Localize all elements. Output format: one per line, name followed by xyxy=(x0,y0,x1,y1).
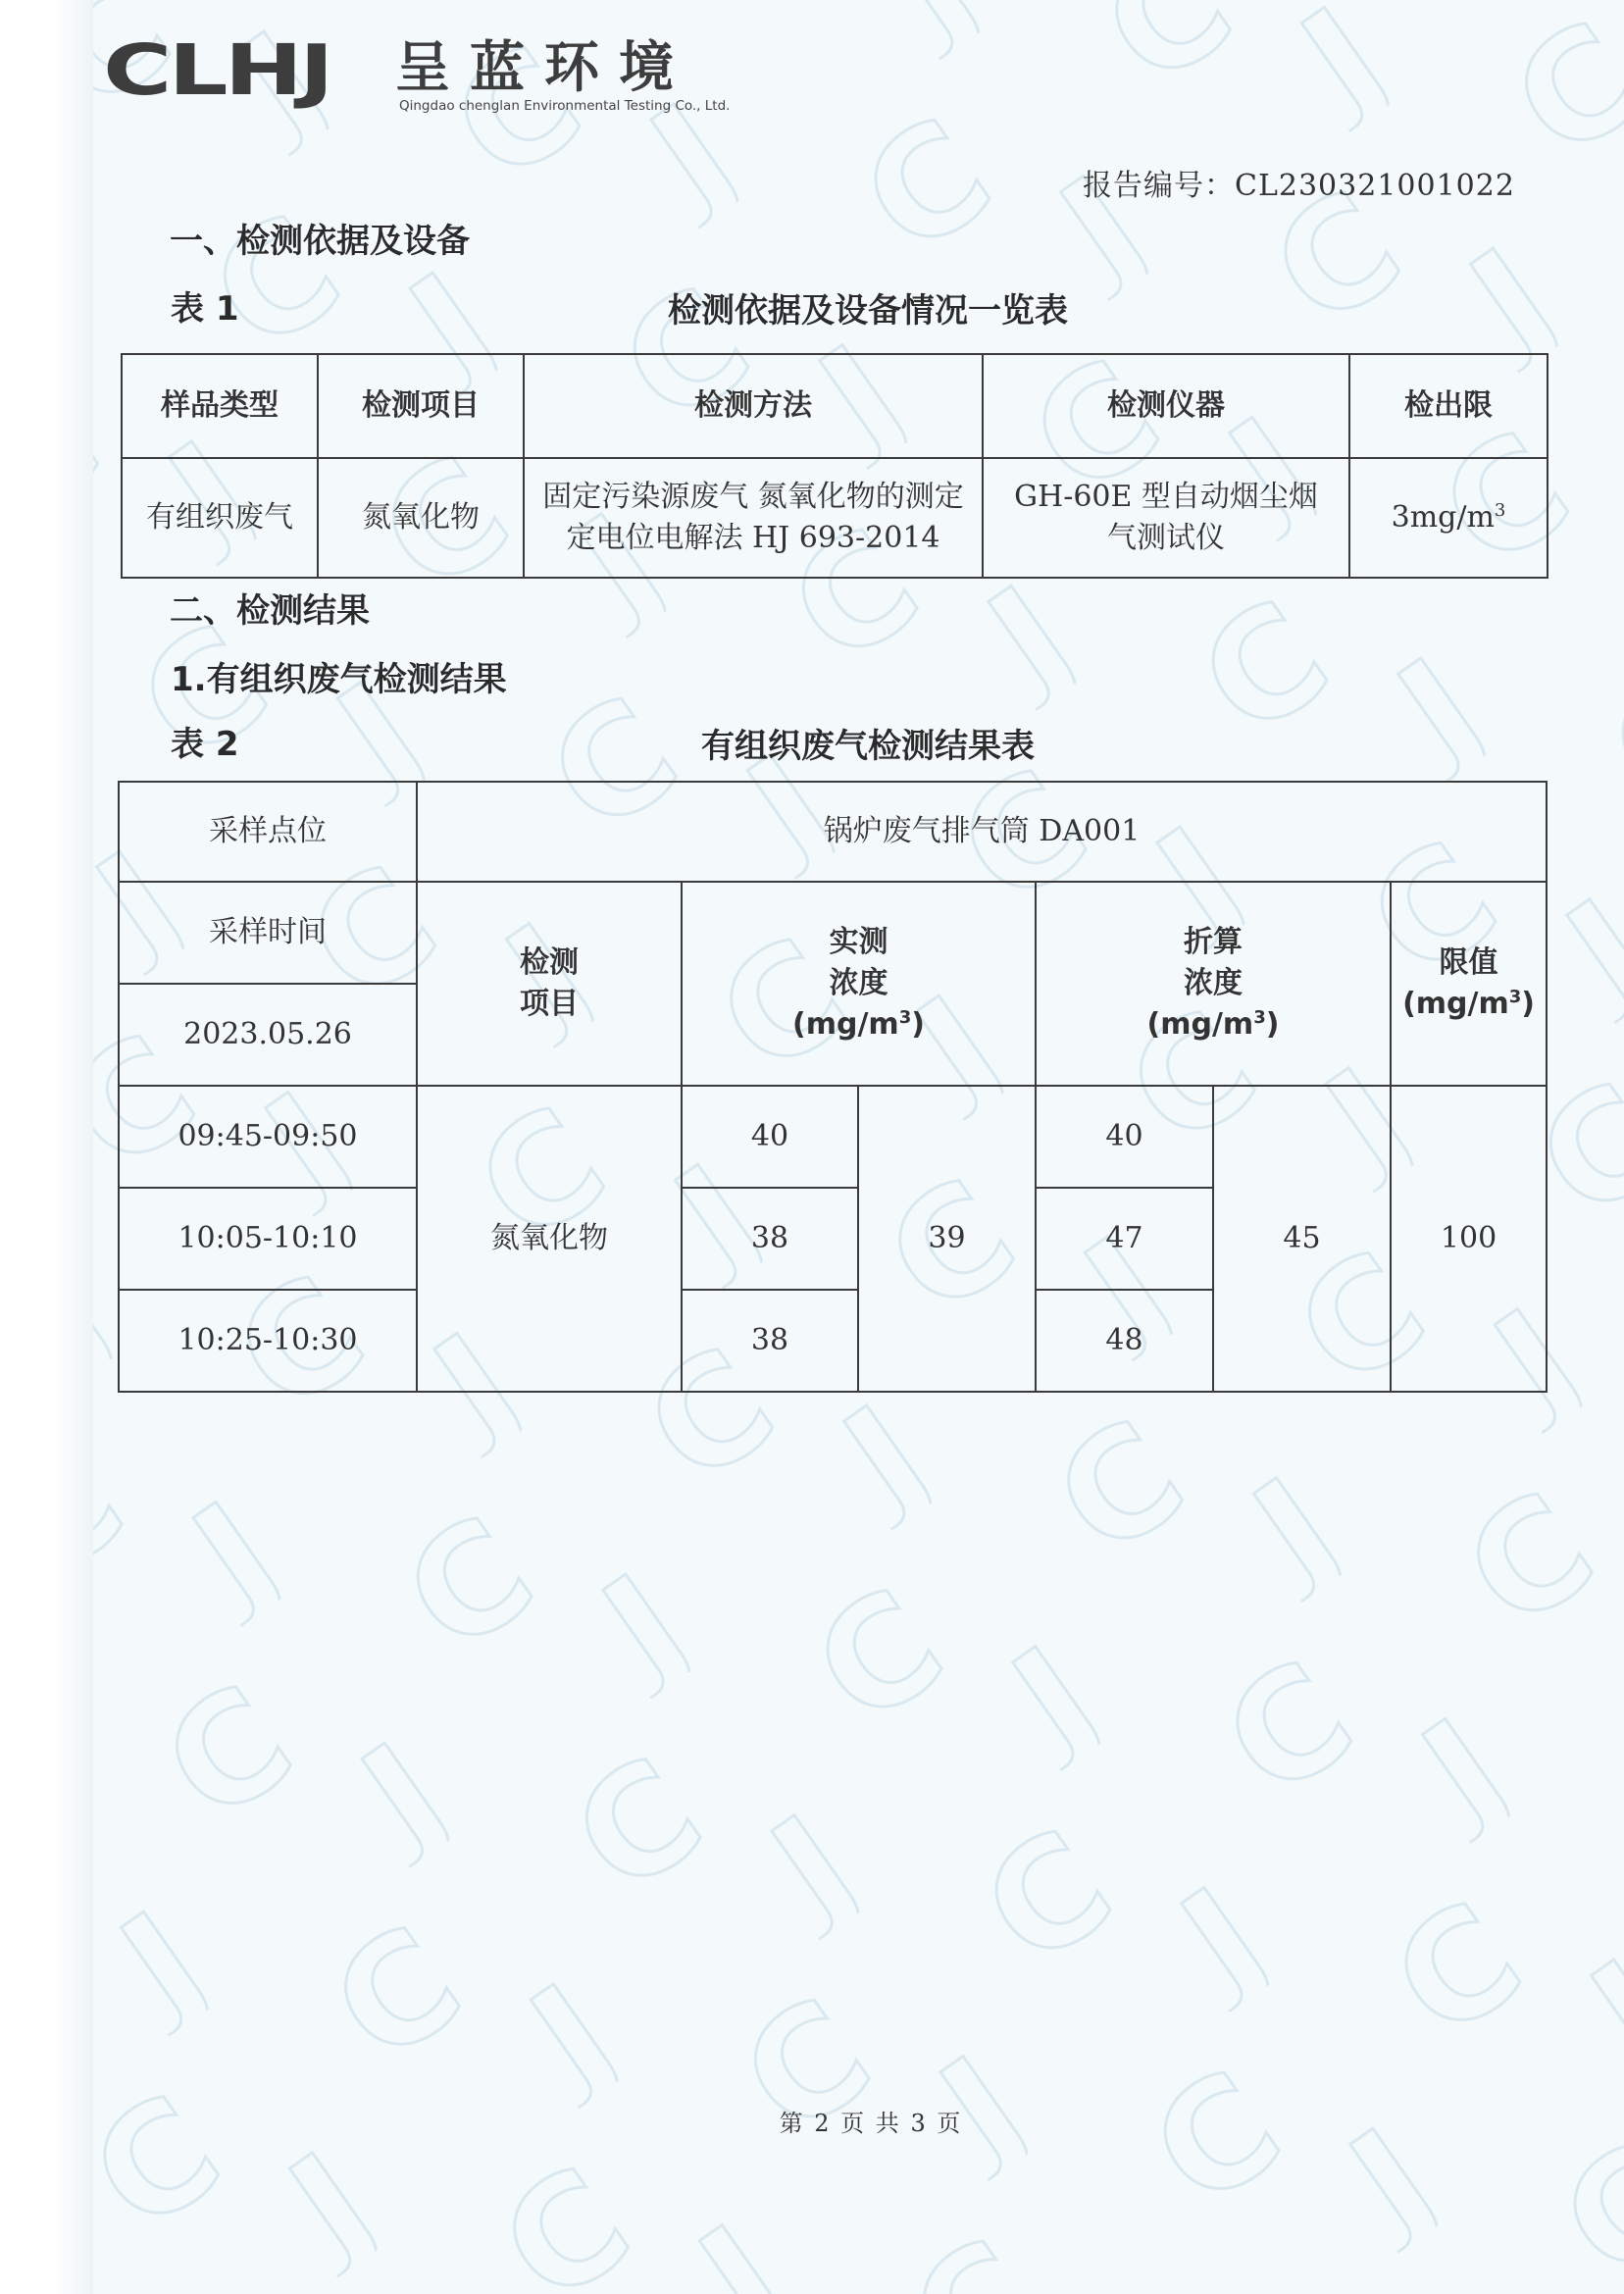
section2-heading: 二、检测结果 xyxy=(170,591,370,631)
page-number: 第 2 页 共 3 页 xyxy=(779,2110,963,2137)
converted-conc-unit xyxy=(1042,1004,1384,1045)
report-number: 报告编号：CL230321001022 xyxy=(1083,169,1515,203)
logo-english-name: Qingdao chenglan Environmental Testing Co., Ltd. xyxy=(399,98,731,114)
emission-results-table xyxy=(118,781,1548,1393)
cell-measured: 38 xyxy=(682,1290,858,1392)
col-detection-limit: 检出限 xyxy=(1349,354,1548,458)
label-measured-conc xyxy=(682,882,1036,1086)
measured-unit-sup: 3 xyxy=(898,1007,912,1028)
cell-test-method: 固定污染源废气 氮氧化物的测定 定电位电解法 HJ 693-2014 xyxy=(524,458,983,578)
measured-unit-close: ) xyxy=(911,1007,925,1042)
cell-converted: 47 xyxy=(1036,1188,1213,1290)
cell-time: 10:25-10:30 xyxy=(119,1290,417,1392)
table2-header-row xyxy=(119,882,1547,984)
table1-title: 检测依据及设备情况一览表 xyxy=(668,291,1068,331)
measured-conc-text: 实测浓度 xyxy=(829,925,888,1000)
converted-unit-close: ) xyxy=(1265,1007,1280,1042)
value-sampling-date: 2023.05.26 xyxy=(119,984,417,1086)
table2-label: 表 2 xyxy=(171,725,239,764)
limit-text: 限值 xyxy=(1439,945,1498,980)
measured-conc-unit xyxy=(688,1004,1029,1045)
cell-converted: 48 xyxy=(1036,1290,1213,1392)
label-converted-conc xyxy=(1036,882,1391,1086)
limit-unit-text: (mg/m xyxy=(1402,987,1509,1021)
logo-chinese-name: 呈蓝环境 xyxy=(395,36,693,100)
cell-test-item: 氮氧化物 xyxy=(318,458,524,578)
cell-sample-type: 有组织废气 xyxy=(122,458,318,578)
converted-unit-sup: 3 xyxy=(1253,1007,1266,1028)
table2-location-row xyxy=(119,782,1547,882)
section1-heading: 一、检测依据及设备 xyxy=(170,222,470,261)
cell-limit: 100 xyxy=(1391,1086,1547,1392)
basis-equipment-table xyxy=(121,353,1548,579)
section2-subheading: 1.有组织废气检测结果 xyxy=(171,660,507,699)
label-sampling-location: 采样点位 xyxy=(119,782,417,882)
detection-limit-value: 3mg/m xyxy=(1391,500,1495,535)
limit-unit xyxy=(1397,984,1540,1025)
cell-measured: 40 xyxy=(682,1086,858,1188)
converted-conc-text: 折算浓度 xyxy=(1184,925,1243,1000)
cell-item: 氮氧化物 xyxy=(417,1086,682,1392)
logo-mark: CLHJ xyxy=(103,29,330,111)
col-test-item: 检测项目 xyxy=(318,354,524,458)
detection-limit-sup: 3 xyxy=(1494,500,1506,521)
label-limit xyxy=(1391,882,1547,1086)
cell-instrument: GH-60E 型自动烟尘烟气测试仪 xyxy=(983,458,1349,578)
table1-row xyxy=(122,458,1548,578)
table1-label: 表 1 xyxy=(171,289,239,329)
cell-converted: 40 xyxy=(1036,1086,1213,1188)
table-row xyxy=(119,1086,1547,1188)
col-sample-type: 样品类型 xyxy=(122,354,318,458)
cell-converted-avg: 45 xyxy=(1213,1086,1391,1392)
converted-unit-text: (mg/m xyxy=(1146,1007,1254,1042)
value-sampling-location: 锅炉废气排气筒 DA001 xyxy=(417,782,1547,882)
limit-unit-sup: 3 xyxy=(1508,987,1522,1007)
table1-header-row xyxy=(122,354,1548,458)
cell-measured-avg: 39 xyxy=(858,1086,1036,1392)
label-sampling-time: 采样时间 xyxy=(119,882,417,984)
cell-time: 09:45-09:50 xyxy=(119,1086,417,1188)
col-test-method: 检测方法 xyxy=(524,354,983,458)
cell-time: 10:05-10:10 xyxy=(119,1188,417,1290)
measured-unit-text: (mg/m xyxy=(792,1007,899,1042)
table2-title: 有组织废气检测结果表 xyxy=(701,727,1035,766)
limit-unit-close: ) xyxy=(1521,987,1535,1021)
cell-measured: 38 xyxy=(682,1188,858,1290)
label-test-item-text: 检测项目 xyxy=(520,945,579,1021)
col-instrument: 检测仪器 xyxy=(983,354,1349,458)
label-test-item xyxy=(417,882,682,1086)
cell-detection-limit xyxy=(1349,458,1548,578)
